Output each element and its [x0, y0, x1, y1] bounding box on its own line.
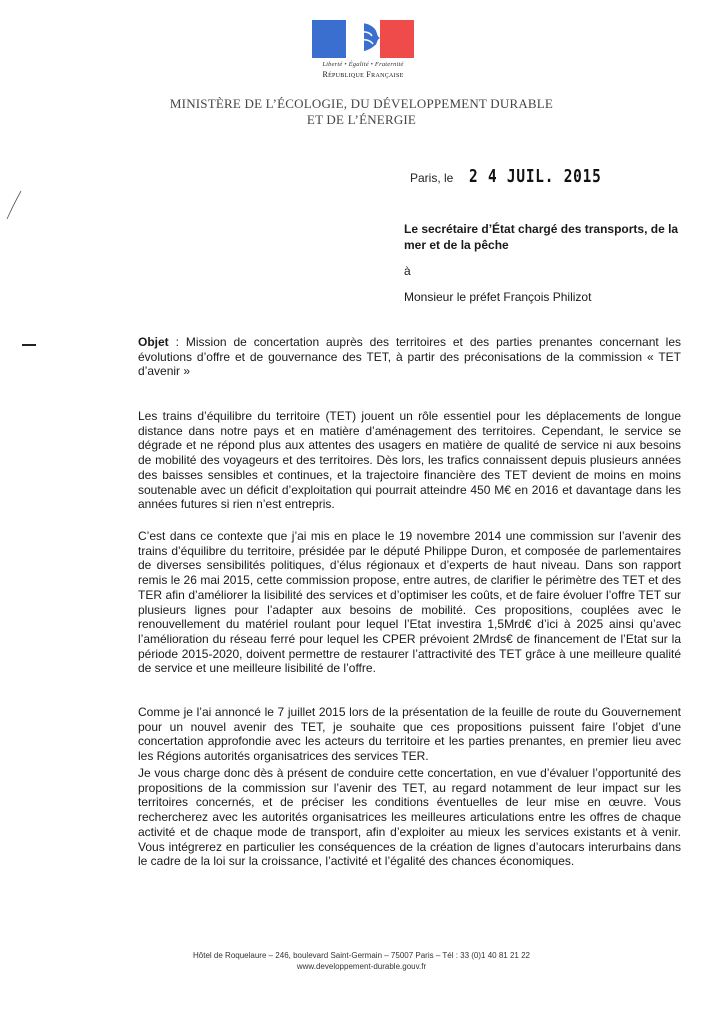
footer-address: Hôtel de Roquelaure – 246, boulevard Saint-Germain – 75007 Paris – Tél : 33 (0)1 40 81 21 22	[193, 951, 530, 960]
dateline	[410, 166, 635, 187]
footer-website: www.developpement-durable.gouv.fr	[296, 962, 427, 971]
republic-name: République Française	[322, 70, 404, 79]
ministry-line-1: MINISTÈRE DE L’ÉCOLOGIE, DU DÉVELOPPEMENT DURABLE	[169, 96, 554, 111]
body-paragraph-4: Je vous charge donc dès à présent de conduire cette concertation, en vue d’évaluer l’opportunité des propositions de la commission sur l’avenir des TET, au regard notamment de leur impact sur les territoires concernés, et de préciser les conditions éventuelles de leur mise en œuvre. Vous rechercherez avec les autorités organisatrices les meilleures articulations entre les offres de chaque activité et de chaque mode de transport, afin d’exploiter au mieux les services existants et à venir. Vous intégrerez en particulier les conséquences de la création de lignes d’autocars interurbains dans le cadre de la loi sur la croissance, l’activité et l’égalité des chances économiques.	[138, 766, 681, 869]
margin-pen-mark	[6, 190, 22, 220]
ministry-heading	[0, 96, 723, 128]
marianne-flag-icon	[312, 20, 414, 58]
page-footer	[0, 950, 723, 972]
body-paragraph-1: Les trains d’équilibre du territoire (TET) jouent un rôle essentiel pour les déplacements de longue distance dans notre pays et en matière d’aménagement des territoires. Cependant, le service se dégrade et ne répond plus aux attentes des usagers en matière de qualité de service ni aux besoins de mobilité des voyageurs et des territoires. Dès lors, les trafics connaissent depuis plusieurs années des baisses sensibles et continues, et la trajectoire financière des TET devient de moins en moins soutenable avec un déficit d’exploitation qui pourrait atteindre 450 M€ en 2016 et davantage dans les années futures si rien n’est entrepris.	[138, 409, 681, 512]
recipient-name: Monsieur le préfet François Philizot	[404, 290, 592, 304]
republique-francaise-logo	[311, 20, 415, 79]
marianne-profile-icon	[364, 20, 414, 58]
date-stamp: 2 4 JUIL. 2015	[469, 166, 602, 187]
margin-fold-mark	[22, 344, 36, 346]
body-paragraph-2: C’est dans ce contexte que j’ai mis en place le 19 novembre 2014 une commission sur l’avenir des trains d’équilibre du territoire, présidée par le député Philippe Duron, et composée de parlementaires de diverses sensibilités politiques, d’élus régionaux et d’experts de haut niveau. Dans son rapport remis le 26 mai 2015, cette commission propose, entre autres, de clarifier le périmètre des TET et des TER afin d’améliorer la lisibilité des services et d’optimiser les coûts, et de faire évoluer l’offre TET sur plusieurs lignes pour l’adapter aux besoins de mobilité. Ces propositions, couplées avec le renouvellement du matériel roulant pour lequel l’Etat investira 1,5Mrd€ d’ici à 2025 ainsi qu’avec l’amélioration du réseau ferré pour lequel les CPER prévoient 2Mrds€ de financement de l’Etat sur la période 2015-2020, doivent permettre de restaurer l’attractivité des TET grâce à une meilleure qualité de service et une meilleure lisibilité de l’offre.	[138, 529, 681, 676]
body-paragraph-3: Comme je l’ai annoncé le 7 juillet 2015 lors de la présentation de la feuille de route du Gouvernement pour un nouvel avenir des TET, je souhaite que ces propositions puissent faire l’objet d’une concertation approfondie avec les acteurs du territoire et les parties prenantes, en premier lieu avec les Régions autorités organisatrices des services TER.	[138, 705, 681, 764]
republic-motto: Liberté • Égalité • Fraternité	[322, 61, 404, 68]
sender-title: Le secrétaire d’État chargé des transports, de la mer et de la pêche	[404, 222, 679, 252]
subject-text: : Mission de concertation auprès des territoires et des parties prenantes concernant les évolutions d’offre et de gouvernance des TET, à partir des préconisations de la commission « TET d’avenir »	[138, 335, 681, 379]
ministry-line-2: ET DE L’ÉNERGIE	[306, 112, 417, 127]
subject-label: Objet	[138, 335, 169, 349]
addressee-preposition: à	[404, 264, 411, 278]
date-prefix: Paris, le	[410, 171, 454, 185]
subject-line	[138, 335, 681, 379]
